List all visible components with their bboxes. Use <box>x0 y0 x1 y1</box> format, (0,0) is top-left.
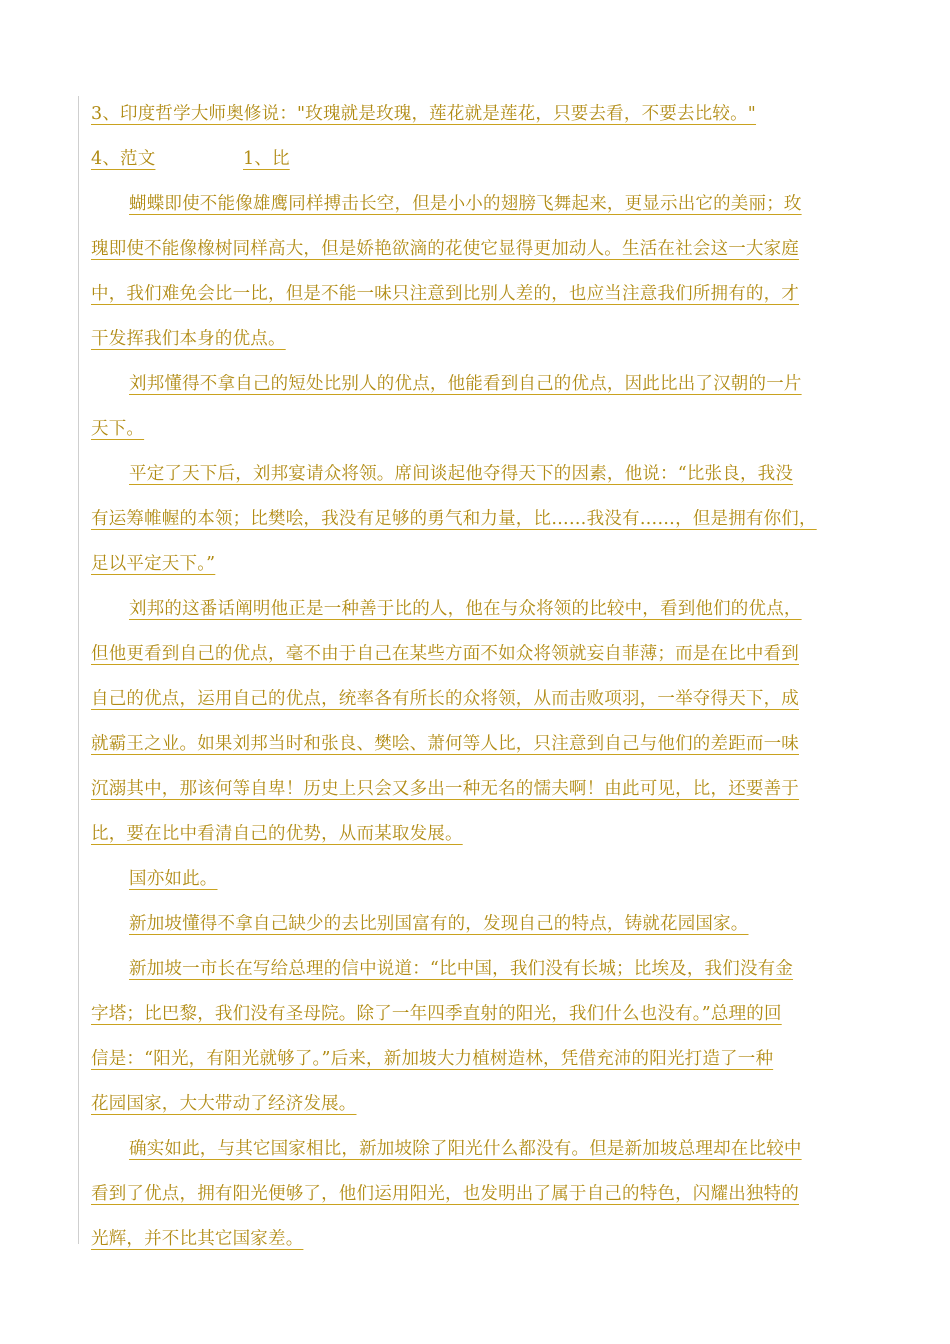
paragraph-8-line-2: 看到了优点，拥有阳光便够了，他们运用阳光，也发明出了属于自己的特色，闪耀出独特的 <box>91 1184 799 1204</box>
paragraph-7-line-4: 花园国家，大大带动了经济发展。 <box>91 1094 357 1114</box>
paragraph-4-line-2: 但他更看到自己的优点，毫不由于自己在某些方面不如众将领就妄自菲薄；而是在比中看到 <box>91 644 799 664</box>
paragraph-2-line-1: 刘邦懂得不拿自己的短处比别人的优点，他能看到自己的优点，因此比出了汉朝的一片 <box>129 374 802 394</box>
paragraph-3-line-2: 有运筹帷幄的本领；比樊哙，我没有足够的勇气和力量，比……我没有……，但是拥有你们， <box>91 509 817 529</box>
paragraph-1-line-1: 蝴蝶即使不能像雄鹰同样搏击长空，但是小小的翅膀飞舞起来，更显示出它的美丽；玫 <box>129 194 802 214</box>
paragraph-7-line-2: 字塔；比巴黎，我们没有圣母院。除了一年四季直射的阳光，我们什么也没有。”总理的回 <box>91 1004 782 1024</box>
essay-title: 1、比 <box>243 149 290 169</box>
paragraph-8-line-3: 光辉，并不比其它国家差。 <box>91 1229 304 1249</box>
paragraph-7-line-1: 新加坡一市长在写给总理的信中说道：“比中国，我们没有长城；比埃及，我们没有金 <box>129 959 794 979</box>
paragraph-6-line-1: 新加坡懂得不拿自己缺少的去比别国富有的，发现自己的特点，铸就花园国家。 <box>129 914 749 934</box>
paragraph-2-line-2: 天下。 <box>91 419 145 439</box>
paragraph-1-line-2: 瑰即使不能像橡树同样高大，但是娇艳欲滴的花使它显得更加动人。生活在社会这一大家庭 <box>91 239 799 259</box>
paragraph-7-line-3: 信是：“阳光，有阳光就够了。”后来，新加坡大力植树造林，凭借充沛的阳光打造了一种 <box>91 1049 774 1069</box>
paragraph-4-line-1: 刘邦的这番话阐明他正是一种善于比的人，他在与众将领的比较中，看到他们的优点， <box>129 599 802 619</box>
paragraph-5-line-1: 国亦如此。 <box>129 869 218 889</box>
item-3-quote: 3、印度哲学大师奥修说："玫瑰就是玫瑰，莲花就是莲花，只要去看，不要去比较。" <box>91 104 757 124</box>
paragraph-1-line-3: 中，我们难免会比一比，但是不能一味只注意到比别人差的，也应当注意我们所拥有的，才 <box>91 284 799 304</box>
paragraph-4-line-4: 就霸王之业。如果刘邦当时和张良、樊哙、萧何等人比，只注意到自己与他们的差距而一味 <box>91 734 799 754</box>
paragraph-4-line-3: 自己的优点，运用自己的优点，统率各有所长的众将领，从而击败项羽，一举夺得天下，成 <box>91 689 799 709</box>
paragraph-4-line-6: 比，要在比中看清自己的优势，从而某取发展。 <box>91 824 463 844</box>
left-margin-rule <box>78 96 79 1244</box>
paragraph-1-line-4: 干发挥我们本身的优点。 <box>91 329 286 349</box>
paragraph-3-line-1: 平定了天下后，刘邦宴请众将领。席间谈起他夺得天下的因素，他说：“比张良，我没 <box>129 464 794 484</box>
paragraph-8-line-1: 确实如此，与其它国家相比，新加坡除了阳光什么都没有。但是新加坡总理却在比较中 <box>129 1139 802 1159</box>
item-4-label: 4、范文 <box>91 149 156 169</box>
paragraph-3-line-3: 足以平定天下。” <box>91 554 216 574</box>
paragraph-4-line-5: 沉溺其中，那该何等自卑！历史上只会又多出一种无名的懦夫啊！由此可见，比，还要善于 <box>91 779 799 799</box>
